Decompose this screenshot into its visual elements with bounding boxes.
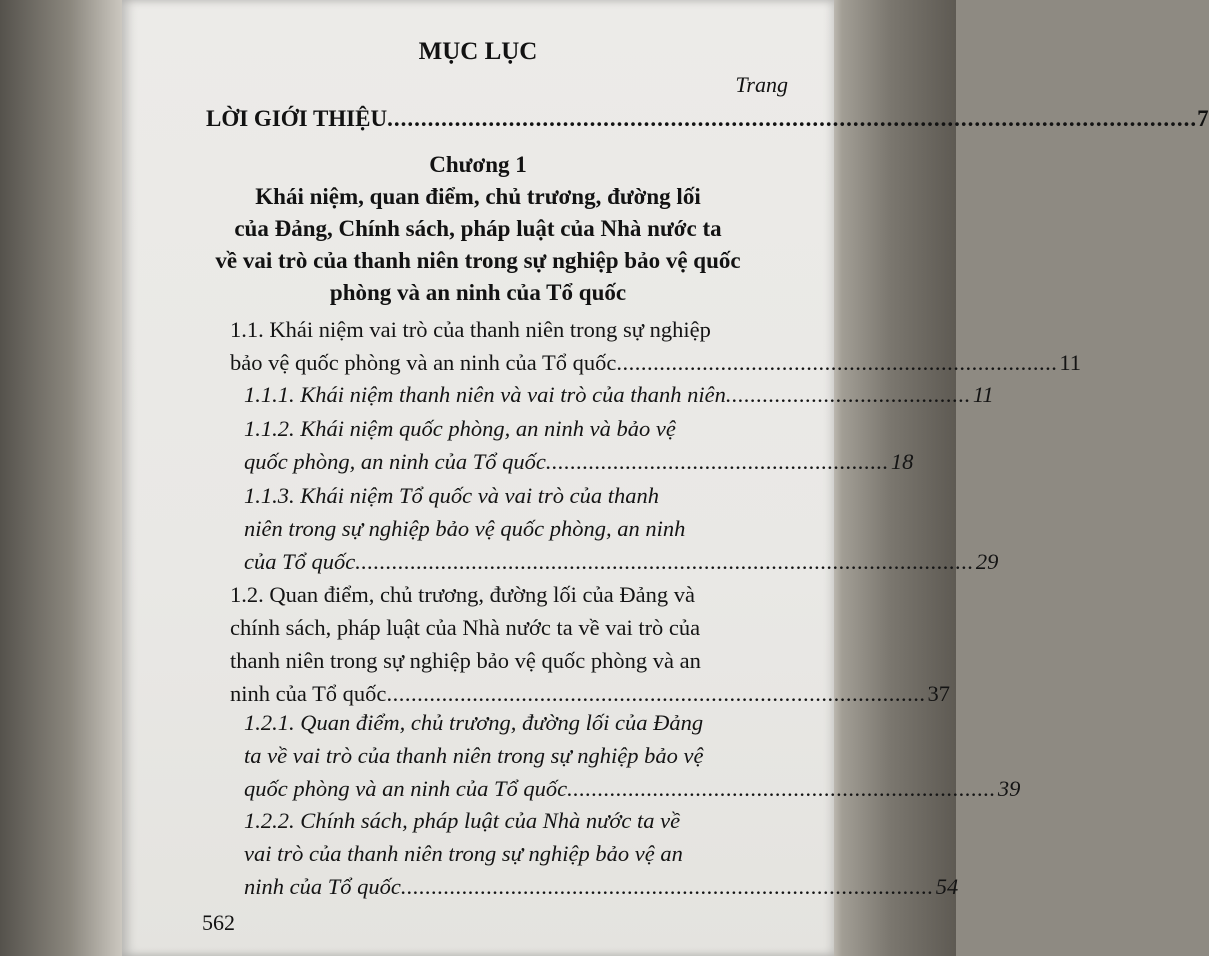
intro-entry[interactable] bbox=[206, 106, 1209, 132]
entry-text: quốc phòng và an ninh của Tổ quốc bbox=[244, 776, 568, 801]
chapter-title-line: Khái niệm, quan điểm, chủ trương, đường lối bbox=[255, 184, 701, 209]
chapter-title-line: về vai trò của thanh niên trong sự nghiệp bảo vệ quốc bbox=[215, 248, 741, 273]
entry-page: 11 bbox=[972, 382, 994, 407]
toc-entry-1-1-2[interactable] bbox=[244, 416, 914, 482]
entry-text: 1.1.3. Khái niệm Tổ quốc và vai trò của thanh bbox=[244, 483, 659, 508]
entry-text: 1.1.2. Khái niệm quốc phòng, an ninh và bảo vệ bbox=[244, 416, 676, 441]
chapter-label: Chương 1 bbox=[429, 152, 527, 177]
entry-text: bảo vệ quốc phòng và an ninh của Tổ quốc bbox=[230, 350, 617, 375]
entry-page: 29 bbox=[975, 549, 999, 574]
leader-dots: ...................................................................... bbox=[567, 776, 996, 801]
book-page bbox=[122, 0, 1209, 956]
leader-dots: ........................................................................................ bbox=[386, 681, 926, 706]
entry-text: vai trò của thanh niên trong sự nghiệp bảo vệ an bbox=[244, 841, 683, 866]
entry-text: 1.1.1. Khái niệm thanh niên và vai trò của thanh niên bbox=[244, 382, 726, 407]
chapter-title-line: phòng và an ninh của Tổ quốc bbox=[329, 280, 627, 305]
entry-text: ta về vai trò của thanh niên trong sự nghiệp bảo vệ bbox=[244, 743, 704, 768]
entry-page: 11 bbox=[1059, 350, 1082, 375]
toc-entry-1-2-2[interactable] bbox=[244, 808, 959, 907]
leader-dots: ........................................ bbox=[725, 382, 971, 407]
page-number: 562 bbox=[202, 910, 235, 935]
entry-page: 18 bbox=[890, 449, 914, 474]
entry-text: quốc phòng, an ninh của Tổ quốc bbox=[244, 449, 546, 474]
chapter-title-line: của Đảng, Chính sách, pháp luật của Nhà nước ta bbox=[234, 216, 722, 241]
entry-text: 1.1. Khái niệm vai trò của thanh niên trong sự nghiệp bbox=[230, 317, 711, 342]
page-column-label: Trang bbox=[735, 72, 788, 97]
entry-page: 39 bbox=[997, 776, 1021, 801]
entry-page: 37 bbox=[927, 681, 950, 706]
leader-dots: ....................................................................................... bbox=[400, 874, 934, 899]
toc-entry-1-1-1[interactable] bbox=[244, 382, 994, 415]
entry-text: ninh của Tổ quốc bbox=[230, 681, 387, 706]
entry-text: ninh của Tổ quốc bbox=[244, 874, 401, 899]
entry-text: thanh niên trong sự nghiệp bảo vệ quốc phòng và an bbox=[230, 648, 701, 673]
entry-page: 54 bbox=[935, 874, 959, 899]
book-spine-shadow bbox=[0, 0, 125, 956]
entry-text: chính sách, pháp luật của Nhà nước ta về vai trò của bbox=[230, 615, 701, 640]
toc-entry-1-2[interactable] bbox=[230, 582, 950, 714]
entry-text: niên trong sự nghiệp bảo vệ quốc phòng, an ninh bbox=[244, 516, 686, 541]
leader-dots: ........................................................ bbox=[545, 449, 889, 474]
intro-page: 7 bbox=[1197, 106, 1209, 131]
entry-text: 1.2.1. Quan điểm, chủ trương, đường lối của Đảng bbox=[244, 710, 704, 735]
leader-dots: ........................................................................................................................ bbox=[387, 106, 1198, 131]
entry-text: 1.2.2. Chính sách, pháp luật của Nhà nước ta về bbox=[244, 808, 681, 833]
intro-title: LỜI GIỚI THIỆU bbox=[206, 106, 388, 131]
toc-entry-1-1-3[interactable] bbox=[244, 483, 999, 582]
leader-dots: ........................................................................ bbox=[616, 350, 1058, 375]
entry-text: 1.2. Quan điểm, chủ trương, đường lối của Đảng và bbox=[230, 582, 695, 607]
leader-dots: ..................................................................................................... bbox=[355, 549, 974, 574]
toc-entry-1-1[interactable] bbox=[230, 317, 1082, 383]
toc-heading: MỤC LỤC bbox=[418, 38, 538, 65]
entry-text: của Tổ quốc bbox=[244, 549, 356, 574]
toc-entry-1-2-1[interactable] bbox=[244, 710, 1021, 809]
